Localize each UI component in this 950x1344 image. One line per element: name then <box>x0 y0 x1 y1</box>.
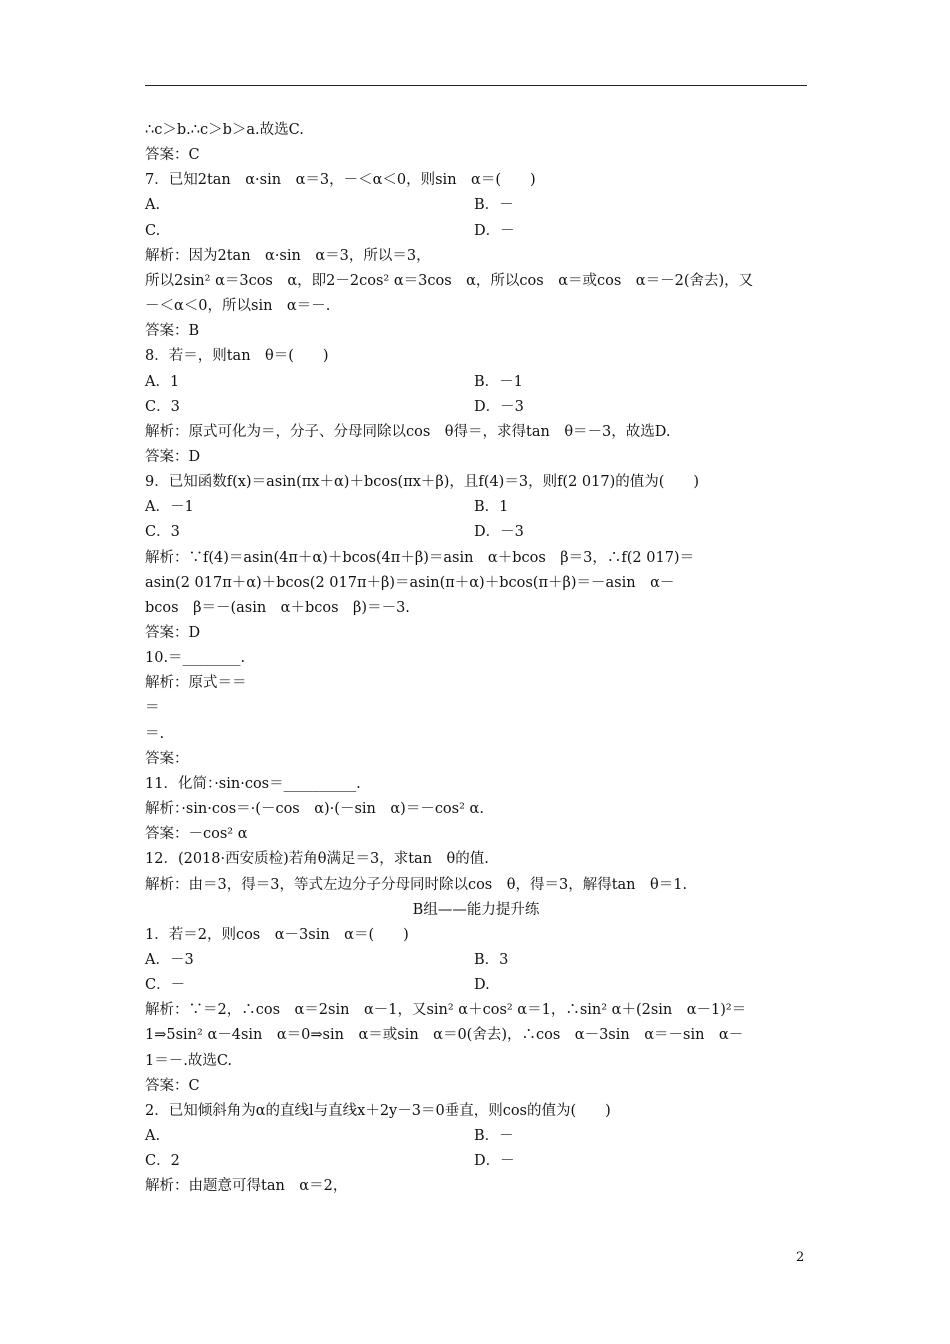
text-line: 解析：由题意可得tan α＝2， <box>145 1178 348 1194</box>
text-line: 解析：∵＝2，∴cos α＝2sin α－1，又sin² α＋cos² α＝1，∴sin² α＋(2sin α－1)²＝ <box>145 1002 747 1018</box>
text-line: C．－ <box>145 977 186 993</box>
text-line: asin(2 017π＋α)＋bcos(2 017π＋β)＝asin(π＋α)＋bcos(π＋β)＝－asin α－ <box>145 575 675 591</box>
text-line: 解析：原式可化为＝，分子、分母同除以cos θ得＝，求得tan θ＝－3，故选D. <box>145 424 671 440</box>
text-line: 答案：C <box>145 1078 200 1094</box>
text-line: A．1 <box>145 374 180 390</box>
text-line: A．－1 <box>145 499 194 515</box>
text-line: 解析：∵f(4)＝asin(4π＋α)＋bcos(4π＋β)＝asin α＋bcos β＝3，∴f(2 017)＝ <box>145 550 695 566</box>
option-right: D．－3 <box>474 399 524 415</box>
text-line: 2．已知倾斜角为α的直线l与直线x＋2y－3＝0垂直，则cos的值为( ) <box>145 1103 611 1119</box>
option-right: B．1 <box>474 499 509 515</box>
section-heading: B组——能力提升练 <box>412 902 540 918</box>
text-line: C．3 <box>145 524 180 540</box>
text-line: 答案：－cos² α <box>145 826 248 842</box>
option-right: D. <box>474 977 490 993</box>
text-line: 7．已知2tan α·sin α＝3，－＜α＜0，则sin α＝( ) <box>145 172 536 188</box>
text-line: C．3 <box>145 399 180 415</box>
page-number: 2 <box>796 1250 805 1265</box>
option-right: D．－ <box>474 1153 515 1169</box>
text-line: 答案：C <box>145 147 200 163</box>
option-right: D．－ <box>474 223 515 239</box>
text-line: bcos β＝－(asin α＋bcos β)＝－3. <box>145 600 410 616</box>
text-line: 10.＝________. <box>145 650 246 666</box>
text-line: －＜α＜0，所以sin α＝－. <box>145 298 331 314</box>
text-line: 解析：因为2tan α·sin α＝3，所以＝3， <box>145 248 431 264</box>
text-line: 答案：D <box>145 449 201 465</box>
text-line: ∴c＞b.∴c＞b＞a.故选C. <box>145 122 304 138</box>
text-line: 9．已知函数f(x)＝asin(πx＋α)＋bcos(πx＋β)，且f(4)＝3，则f(2 017)的值为( ) <box>145 474 700 490</box>
text-line: A．－3 <box>145 952 194 968</box>
text-line: 答案：D <box>145 625 201 641</box>
text-line: 1＝－.故选C. <box>145 1053 233 1069</box>
text-line: 解析：·sin·cos＝·(－cos α)·(－sin α)＝－cos² α. <box>145 801 484 817</box>
text-line: C. <box>145 223 161 239</box>
text-line: 解析：由＝3，得＝3，等式左边分子分母同时除以cos θ，得＝3，解得tan θ＝1. <box>145 877 688 893</box>
text-line: ＝ <box>145 700 160 716</box>
text-line: 答案： <box>145 751 189 767</box>
text-line: 1⇒5sin² α－4sin α＝0⇒sin α＝或sin α＝0(舍去)，∴cos α－3sin α＝－sin α－ <box>145 1027 744 1043</box>
option-right: B．－ <box>474 197 514 213</box>
text-line: 所以2sin² α＝3cos α，即2－2cos² α＝3cos α，所以cos α＝或cos α＝－2(舍去)，又 <box>145 273 754 289</box>
text-line: C．2 <box>145 1153 180 1169</box>
option-right: B．3 <box>474 952 509 968</box>
text-line: 答案：B <box>145 323 200 339</box>
option-right: D．－3 <box>474 524 524 540</box>
text-line: ＝. <box>145 726 165 742</box>
header-rule <box>145 85 807 86</box>
text-line: 11．化简：·sin·cos＝__________. <box>145 776 361 792</box>
option-right: B．－1 <box>474 374 523 390</box>
text-line: 8．若＝，则tan θ＝( ) <box>145 348 329 364</box>
text-line: A. <box>145 1128 161 1144</box>
text-line: 12．(2018·西安质检)若角θ满足＝3，求tan θ的值. <box>145 851 489 867</box>
text-line: A. <box>145 197 161 213</box>
text-line: 解析：原式＝＝ <box>145 675 247 691</box>
text-line: 1．若＝2，则cos α－3sin α＝( ) <box>145 927 409 943</box>
option-right: B．－ <box>474 1128 514 1144</box>
